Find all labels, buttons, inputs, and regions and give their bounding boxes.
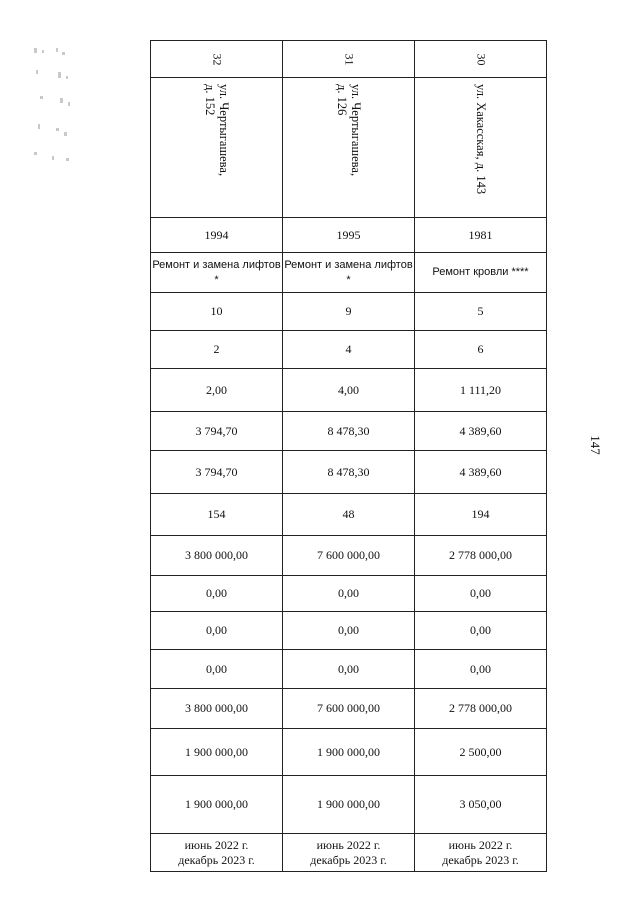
cell-period	[283, 834, 415, 872]
cell-value: 1 900 000,00	[283, 776, 415, 834]
cell-value: 3 794,70	[151, 451, 283, 494]
address	[203, 84, 231, 212]
row-11	[151, 689, 547, 729]
cell-value: 10	[151, 293, 283, 331]
cell-value: 4 389,60	[415, 412, 547, 451]
cell-number	[151, 41, 283, 78]
address-street: ул. Хакасская, д. 143	[473, 83, 488, 194]
cell-value: 0,00	[415, 576, 547, 612]
row-6	[151, 494, 547, 536]
cell-number	[283, 41, 415, 78]
address	[335, 84, 363, 212]
cell-value: 5	[415, 293, 547, 331]
cell-value: 0,00	[151, 576, 283, 612]
row-period	[151, 834, 547, 872]
cell-value: 2 778 000,00	[415, 536, 547, 576]
cell-value: 0,00	[151, 612, 283, 650]
cell-value: 1 900 000,00	[283, 729, 415, 776]
cell-value: 1 111,20	[415, 369, 547, 412]
cell-period	[151, 834, 283, 872]
cell-value: 3 794,70	[151, 412, 283, 451]
row-10	[151, 650, 547, 689]
period-start: июнь 2022 г.	[448, 837, 513, 852]
house-number: 30	[474, 53, 488, 65]
cell-address	[151, 78, 283, 218]
page-number: 147	[588, 435, 603, 455]
row-4	[151, 412, 547, 451]
cell-value: 7 600 000,00	[283, 536, 415, 576]
cell-value: 3 800 000,00	[151, 536, 283, 576]
row-5	[151, 451, 547, 494]
cell-value: 2	[151, 331, 283, 369]
cell-work-type: Ремонт кровли ****	[415, 253, 547, 293]
cell-year: 1994	[151, 218, 283, 253]
row-12	[151, 729, 547, 776]
cell-value: 48	[283, 494, 415, 536]
repair-program-table	[150, 40, 547, 872]
cell-value: 0,00	[151, 650, 283, 689]
row-7	[151, 536, 547, 576]
period-end: декабрь 2023 г.	[178, 852, 255, 867]
cell-value: 2,00	[151, 369, 283, 412]
cell-value: 194	[415, 494, 547, 536]
cell-value: 4	[283, 331, 415, 369]
cell-year: 1995	[283, 218, 415, 253]
scan-artifact	[22, 40, 82, 170]
address-street: ул. Чертыгашева,	[348, 83, 363, 176]
cell-value: 0,00	[283, 576, 415, 612]
address-building: д. 126	[334, 83, 349, 115]
address	[474, 84, 488, 212]
row-9	[151, 612, 547, 650]
house-number: 31	[342, 53, 356, 65]
cell-work-type: Ремонт и замена лифтов *	[283, 253, 415, 293]
cell-address	[283, 78, 415, 218]
cell-value: 8 478,30	[283, 412, 415, 451]
row-8	[151, 576, 547, 612]
cell-value: 9	[283, 293, 415, 331]
row-number	[151, 41, 547, 78]
cell-address	[415, 78, 547, 218]
cell-value: 154	[151, 494, 283, 536]
period-end: декабрь 2023 г.	[310, 852, 387, 867]
cell-value: 0,00	[283, 650, 415, 689]
period-start: июнь 2022 г.	[184, 837, 249, 852]
cell-value: 0,00	[415, 650, 547, 689]
cell-value: 4,00	[283, 369, 415, 412]
cell-value: 0,00	[283, 612, 415, 650]
cell-value: 8 478,30	[283, 451, 415, 494]
cell-value: 2 778 000,00	[415, 689, 547, 729]
row-3	[151, 369, 547, 412]
period-end: декабрь 2023 г.	[442, 852, 519, 867]
house-number: 32	[210, 53, 224, 65]
row-13	[151, 776, 547, 834]
cell-period	[415, 834, 547, 872]
cell-value: 1 900 000,00	[151, 776, 283, 834]
row-2	[151, 331, 547, 369]
cell-value: 0,00	[415, 612, 547, 650]
cell-value: 6	[415, 331, 547, 369]
cell-value: 4 389,60	[415, 451, 547, 494]
cell-value: 1 900 000,00	[151, 729, 283, 776]
address-street: ул. Чертыгашева,	[216, 83, 231, 176]
row-work-type	[151, 253, 547, 293]
row-address	[151, 78, 547, 218]
cell-value: 7 600 000,00	[283, 689, 415, 729]
row-year	[151, 218, 547, 253]
period-start: июнь 2022 г.	[316, 837, 381, 852]
cell-value: 3 050,00	[415, 776, 547, 834]
cell-work-type: Ремонт и замена лифтов *	[151, 253, 283, 293]
cell-value: 3 800 000,00	[151, 689, 283, 729]
cell-year: 1981	[415, 218, 547, 253]
cell-number	[415, 41, 547, 78]
cell-value: 2 500,00	[415, 729, 547, 776]
row-1	[151, 293, 547, 331]
address-building: д. 152	[202, 83, 217, 115]
